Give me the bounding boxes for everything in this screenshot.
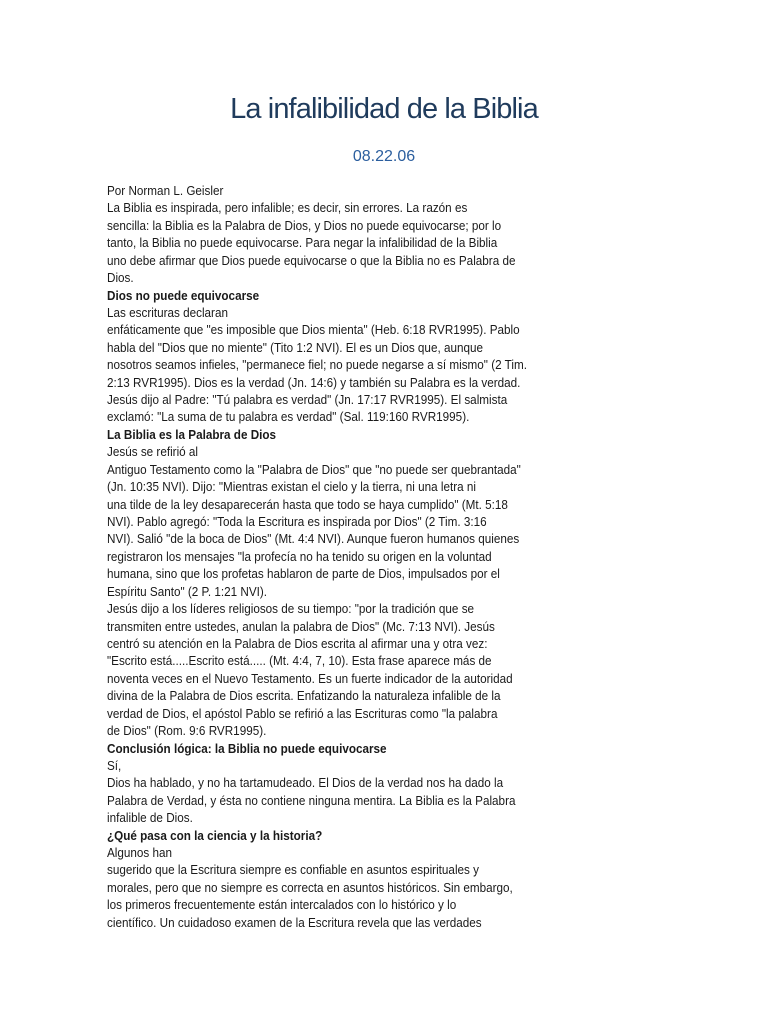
- paragraph-line: morales, pero que no siempre es correcta en asuntos históricos. Sin embargo,: [107, 879, 513, 895]
- document-date: 08.22.06: [352, 148, 416, 165]
- paragraph-line: una tilde de la ley desaparecerán hasta que todo se haya cumplido" (Mt. 5:18: [107, 496, 508, 512]
- paragraph-line: científico. Un cuidadoso examen de la Escritura revela que las verdades: [107, 914, 482, 930]
- section-heading: ¿Qué pasa con la ciencia y la historia?: [107, 827, 323, 843]
- document-body: [107, 182, 611, 931]
- paragraph-line: 2:13 RVR1995). Dios es la verdad (Jn. 14:6) y también su Palabra es la verdad.: [107, 374, 521, 390]
- paragraph: [107, 757, 611, 827]
- paragraph-line: uno debe afirmar que Dios puede equivocarse o que la Biblia no es Palabra de: [107, 252, 516, 268]
- paragraph-line: Dios.: [107, 270, 134, 286]
- paragraph-line: divina de la Palabra de Dios escrita. Enfatizando la naturaleza infalible de la: [107, 688, 501, 704]
- paragraph: [107, 443, 611, 600]
- paragraph-line: Algunos han: [107, 845, 173, 861]
- paragraph-line: (Jn. 10:35 NVI). Dijo: "Mientras existan el cielo y la tierra, ni una letra ni: [107, 479, 476, 495]
- byline: Por Norman L. Geisler: [107, 183, 224, 198]
- paragraph-line: exclamó: "La suma de tu palabra es verdad" (Sal. 119:160 RVR1995).: [107, 409, 470, 425]
- paragraph-line: NVI). Salió "de la boca de Dios" (Mt. 4:4 NVI). Aunque fueron humanos quienes: [107, 531, 520, 547]
- section-conclusion-logica: [107, 740, 611, 827]
- paragraph-line: habla del "Dios que no miente" (Tito 1:2 NVI). El es un Dios que, aunque: [107, 339, 483, 355]
- paragraph-line: enfáticamente que "es imposible que Dios mienta" (Heb. 6:18 RVR1995). Pablo: [107, 322, 520, 338]
- paragraph-line: noventa veces en el Nuevo Testamento. Es un fuerte indicador de la autoridad: [107, 670, 513, 686]
- paragraph-line: sencilla: la Biblia es la Palabra de Dios, y Dios no puede equivocarse; por lo: [107, 217, 502, 233]
- section-heading: Dios no puede equivocarse: [107, 287, 260, 303]
- paragraph-line: centró su atención en la Palabra de Dios escrita al afirmar una y otra vez:: [107, 635, 488, 651]
- intro-paragraph: [107, 199, 611, 286]
- paragraph-line: Jesús se refirió al: [107, 444, 199, 460]
- section-ciencia-y-historia: [107, 827, 611, 932]
- document-title: La infalibilidad de la Biblia: [230, 93, 538, 125]
- paragraph-line: transmiten entre ustedes, anulan la palabra de Dios" (Mc. 7:13 NVI). Jesús: [107, 618, 495, 634]
- paragraph-line: Antiguo Testamento como la "Palabra de Dios" que "no puede ser quebrantada": [107, 461, 521, 477]
- paragraph-line: Las escrituras declaran: [107, 304, 228, 320]
- paragraph-line: los primeros frecuentemente están intercalados con lo histórico y lo: [107, 897, 457, 913]
- paragraph-line: tanto, la Biblia no puede equivocarse. Para negar la infalibilidad de la Biblia: [107, 235, 498, 251]
- paragraph-line: registraron los mensajes "la profecía no ha tenido su origen en la voluntad: [107, 548, 492, 564]
- paragraph-line: sugerido que la Escritura siempre es confiable en asuntos espirituales y: [107, 862, 480, 878]
- paragraph-line: de Dios" (Rom. 9:6 RVR1995).: [107, 723, 267, 739]
- section-dios-no-puede-equivocarse: [107, 287, 611, 426]
- paragraph-line: Dios ha hablado, y no ha tartamudeado. El Dios de la verdad nos ha dado la: [107, 775, 504, 791]
- paragraph: [107, 844, 611, 931]
- paragraph-line: Sí,: [107, 757, 122, 773]
- paragraph-line: Jesús dijo a los líderes religiosos de su tiempo: "por la tradición que se: [107, 601, 475, 617]
- paragraph: [107, 304, 611, 426]
- section-heading: La Biblia es la Palabra de Dios: [107, 426, 277, 442]
- paragraph: [107, 600, 611, 739]
- section-heading: Conclusión lógica: la Biblia no puede equivocarse: [107, 740, 387, 756]
- paragraph-line: verdad de Dios, el apóstol Pablo se refirió a las Escrituras como "la palabra: [107, 705, 498, 721]
- paragraph-line: infalible de Dios.: [107, 810, 193, 826]
- paragraph-line: nosotros seamos infieles, "permanece fiel; no puede negarse a sí mismo" (2 Tim.: [107, 357, 527, 373]
- paragraph-line: Palabra de Verdad, y ésta no contiene ninguna mentira. La Biblia es la Palabra: [107, 792, 516, 808]
- section-la-biblia-es-la-palabra-de-dios: [107, 426, 611, 740]
- paragraph-line: humana, sino que los profetas hablaron de parte de Dios, impulsados por el: [107, 566, 500, 582]
- paragraph-line: Espíritu Santo" (2 P. 1:21 NVI).: [107, 583, 268, 599]
- paragraph-line: Jesús dijo al Padre: "Tú palabra es verdad" (Jn. 17:17 RVR1995). El salmista: [107, 392, 508, 408]
- paragraph-line: La Biblia es inspirada, pero infalible; es decir, sin errores. La razón es: [107, 200, 468, 216]
- paragraph-line: NVI). Pablo agregó: "Toda la Escritura es inspirada por Dios" (2 Tim. 3:16: [107, 514, 487, 530]
- paragraph-line: "Escrito está.....Escrito está..... (Mt. 4:4, 7, 10). Esta frase aparece más de: [107, 653, 492, 669]
